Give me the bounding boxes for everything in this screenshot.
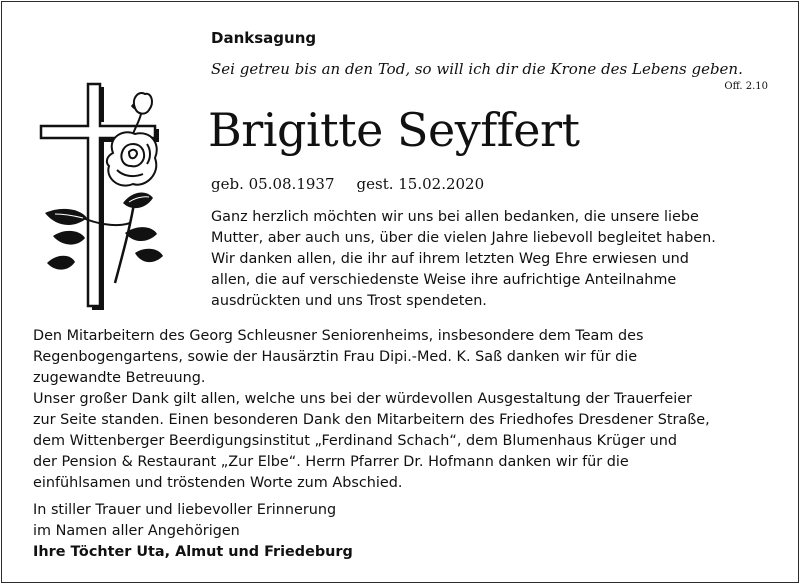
intro-line: Wir danken allen, die ihr auf ihrem letzten Weg Ehre erwiesen und bbox=[211, 251, 689, 267]
body-line: zugewandte Betreuung. bbox=[33, 370, 206, 386]
cross-with-rose-icon bbox=[35, 78, 180, 313]
life-dates bbox=[211, 175, 484, 193]
intro-paragraph bbox=[211, 207, 716, 312]
closing-block bbox=[33, 500, 353, 563]
birth-date: geb. 05.08.1937 bbox=[211, 175, 335, 193]
deceased-name: Brigitte Seyffert bbox=[208, 103, 580, 157]
death-date: gest. 15.02.2020 bbox=[356, 175, 485, 193]
body-line: der Pension & Restaurant „Zur Elbe“. Herrn Pfarrer Dr. Hofmann danken wir für die bbox=[33, 454, 629, 470]
family-signature: Ihre Töchter Uta, Almut und Friedeburg bbox=[33, 544, 353, 560]
body-line: Regenbogengartens, sowie der Hausärztin Frau Dipi.-Med. K. Saß danken wir für die bbox=[33, 349, 638, 365]
thanks-paragraph bbox=[33, 326, 710, 494]
notice-heading: Danksagung bbox=[211, 29, 317, 47]
body-line: Unser großer Dank gilt allen, welche uns bei der würdevollen Ausgestaltung der Trauerfeier bbox=[33, 391, 692, 407]
intro-line: ausdrückten und uns Trost spendeten. bbox=[211, 293, 487, 309]
intro-line: Ganz herzlich möchten wir uns bei allen bedanken, die unsere liebe bbox=[211, 209, 699, 225]
intro-line: allen, die auf verschiedenste Weise ihre aufrichtige Anteilnahme bbox=[211, 272, 677, 288]
closing-line: In stiller Trauer und liebevoller Erinnerung bbox=[33, 502, 337, 518]
bible-verse: Sei getreu bis an den Tod, so will ich dir die Krone des Lebens geben. bbox=[211, 60, 743, 78]
body-line: zur Seite standen. Einen besonderen Dank den Mitarbeitern des Friedhofes Dresdener Straße, bbox=[33, 412, 710, 428]
verse-reference: Off. 2.10 bbox=[724, 81, 768, 92]
intro-line: Mutter, aber auch uns, über die vielen Jahre liebevoll begleitet haben. bbox=[211, 230, 716, 246]
body-line: einfühlsamen und tröstenden Worte zum Abschied. bbox=[33, 475, 403, 491]
closing-line: im Namen aller Angehörigen bbox=[33, 523, 240, 539]
body-line: Den Mitarbeitern des Georg Schleusner Seniorenheims, insbesondere dem Team des bbox=[33, 328, 644, 344]
body-line: dem Wittenberger Beerdigungsinstitut „Ferdinand Schach“, dem Blumenhaus Krüger und bbox=[33, 433, 678, 449]
